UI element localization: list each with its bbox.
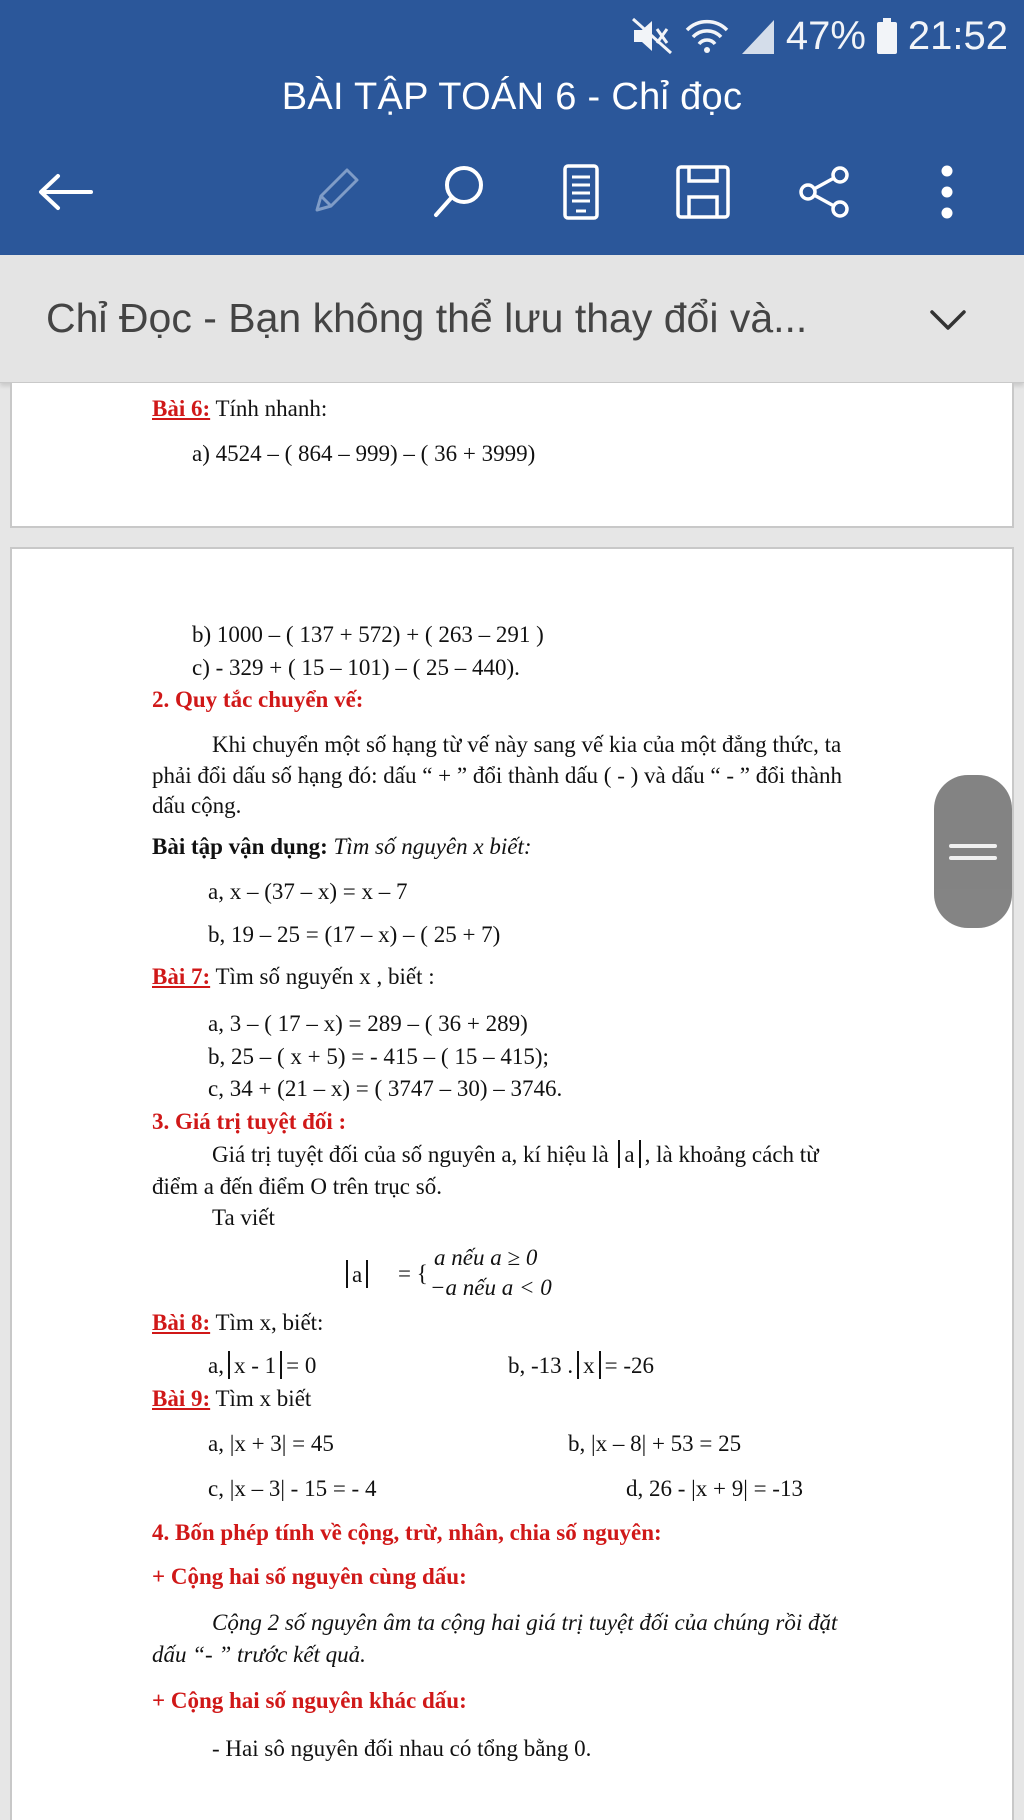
bai9-title: Tìm x biết <box>210 1386 312 1411</box>
rule4-line-2: dấu “- ” trước kết quả. <box>152 1642 366 1667</box>
abs-line-2: điểm a đến điểm O trên trục số. <box>152 1174 442 1199</box>
rule-line-1: Khi chuyển một số hạng từ vế này sang vế kia của một đẳng thức, ta <box>212 732 842 757</box>
bai7-item-b: b, 25 – ( x + 5) = - 415 – ( 15 – 415); <box>208 1044 549 1069</box>
bai8-a-inside: x - 1 <box>233 1353 277 1378</box>
bai9-heading <box>152 1385 311 1413</box>
battery-percent: 47% <box>785 13 866 58</box>
abs-line-1-start: Giá trị tuyệt đối của số nguyên a, kí hiệu là <box>212 1142 615 1167</box>
mute-icon <box>630 16 674 56</box>
drag-handle-icon <box>948 837 998 867</box>
bai6-item-b: b) 1000 – ( 137 + 572) + ( 263 – 291 ) <box>192 622 544 647</box>
save-icon <box>674 163 732 221</box>
bai9-item-d: d, 26 - |x + 9| = -13 <box>626 1476 803 1501</box>
rule5-line: - Hai sô nguyên đối nhau có tổng bằng 0. <box>212 1736 592 1761</box>
scroll-thumb[interactable] <box>934 775 1012 928</box>
bai9-item-a: a, |x + 3| = 45 <box>208 1431 334 1456</box>
bai6-item-c: c) - 329 + ( 15 – 101) – ( 25 – 440). <box>192 655 520 680</box>
bai9-item-b: b, |x – 8| + 53 = 25 <box>568 1431 742 1456</box>
clock: 21:52 <box>907 13 1008 58</box>
bai7-item-c: c, 34 + (21 – x) = ( 3747 – 30) – 3746. <box>208 1076 563 1101</box>
document-page-2 <box>10 547 1014 1820</box>
bai6-heading <box>152 395 327 423</box>
toolbar <box>0 155 1024 229</box>
signal-icon <box>740 16 776 56</box>
more-vertical-icon <box>937 163 957 221</box>
rule4-line-1: Cộng 2 số nguyên âm ta cộng hai giá trị tuyệt đối của chúng rồi đặt <box>212 1610 838 1635</box>
applied-item-a: a, x – (37 – x) = x – 7 <box>208 879 408 904</box>
search-button[interactable] <box>422 155 496 229</box>
document-title: BÀI TẬP TOÁN 6 - Chỉ đọc <box>281 76 743 118</box>
section-4-heading: 4. Bốn phép tính về cộng, trừ, nhân, chia số nguyên: <box>152 1520 662 1545</box>
bai8-item-a <box>208 1351 316 1380</box>
bai8-item-b <box>508 1351 654 1380</box>
formula-brace: = { <box>398 1261 428 1286</box>
applied-exercise-heading <box>152 833 532 861</box>
bai9-item-c: c, |x – 3| - 15 = - 4 <box>208 1476 377 1501</box>
bai8-title: Tìm x, biết: <box>210 1310 324 1335</box>
chevron-down-icon[interactable] <box>928 307 968 333</box>
formula-lhs: a <box>352 1262 363 1287</box>
bai8-heading <box>152 1309 323 1337</box>
section-2-heading: 2. Quy tắc chuyển vế: <box>152 687 364 712</box>
bai6-title: Tính nhanh: <box>210 396 328 421</box>
bai6-item-a: a) 4524 – ( 864 – 999) – ( 36 + 3999) <box>192 441 536 466</box>
bai7-heading <box>152 963 435 991</box>
section-3-heading: 3. Giá trị tuyệt đối : <box>152 1109 347 1134</box>
status-bar <box>630 10 1008 62</box>
bai8-b-suffix: = -26 <box>604 1353 655 1378</box>
more-options-button[interactable] <box>910 155 984 229</box>
bai8-b-inside: x <box>583 1353 595 1378</box>
bai7-title: Tìm số nguyến x , biết : <box>210 964 435 989</box>
arrow-left-icon <box>36 172 94 212</box>
subsection-diff-sign: + Cộng hai số nguyên khác dấu: <box>152 1688 467 1713</box>
reading-view-button[interactable] <box>544 155 618 229</box>
applied-exercise-text: Tìm số nguyên x biết: <box>327 834 532 859</box>
wifi-icon <box>684 16 730 56</box>
bai8-a-suffix: = 0 <box>286 1353 317 1378</box>
applied-exercise-label: Bài tập vận dụng: <box>152 834 328 859</box>
ta-viet: Ta viết <box>212 1205 275 1230</box>
applied-item-b: b, 19 – 25 = (17 – x) – ( 25 + 7) <box>208 922 501 947</box>
bai9-label: Bài 9: <box>152 1386 211 1411</box>
back-button[interactable] <box>28 155 102 229</box>
share-icon <box>796 163 854 221</box>
formula-case-2: −a nếu a < 0 <box>430 1275 552 1300</box>
bai8-b-prefix: b, -13 . <box>508 1353 574 1378</box>
bai7-label: Bài 7: <box>152 964 211 989</box>
app-bar <box>0 0 1024 255</box>
save-button[interactable] <box>666 155 740 229</box>
share-button[interactable] <box>788 155 862 229</box>
mobile-view-icon <box>559 163 603 221</box>
document-page-1 <box>10 383 1014 528</box>
pencil-icon <box>307 164 363 220</box>
read-only-banner[interactable] <box>0 255 1024 383</box>
abs-symbol-a: a <box>624 1142 635 1167</box>
abs-line-1 <box>212 1140 819 1169</box>
formula-case-1: a nếu a ≥ 0 <box>434 1245 538 1270</box>
battery-icon <box>876 17 898 55</box>
subsection-same-sign: + Cộng hai số nguyên cùng dấu: <box>152 1564 467 1589</box>
bai8-a-prefix: a, <box>208 1353 224 1378</box>
search-icon <box>430 163 488 221</box>
read-only-message: Chỉ Đọc - Bạn không thể lưu thay đổi và... <box>46 295 808 341</box>
bai7-item-a: a, 3 – ( 17 – x) = 289 – ( 36 + 289) <box>208 1011 528 1036</box>
rule-line-2: phải đổi dấu số hạng đó: dấu “ + ” đổi thành dấu ( - ) và dấu “ - ” đổi thành <box>152 763 842 788</box>
rule-line-3: dấu cộng. <box>152 793 242 818</box>
edit-button[interactable] <box>298 155 372 229</box>
abs-line-1-end: , là khoảng cách từ <box>644 1142 819 1167</box>
bai8-label: Bài 8: <box>152 1310 211 1335</box>
bai6-label: Bài 6: <box>152 396 211 421</box>
